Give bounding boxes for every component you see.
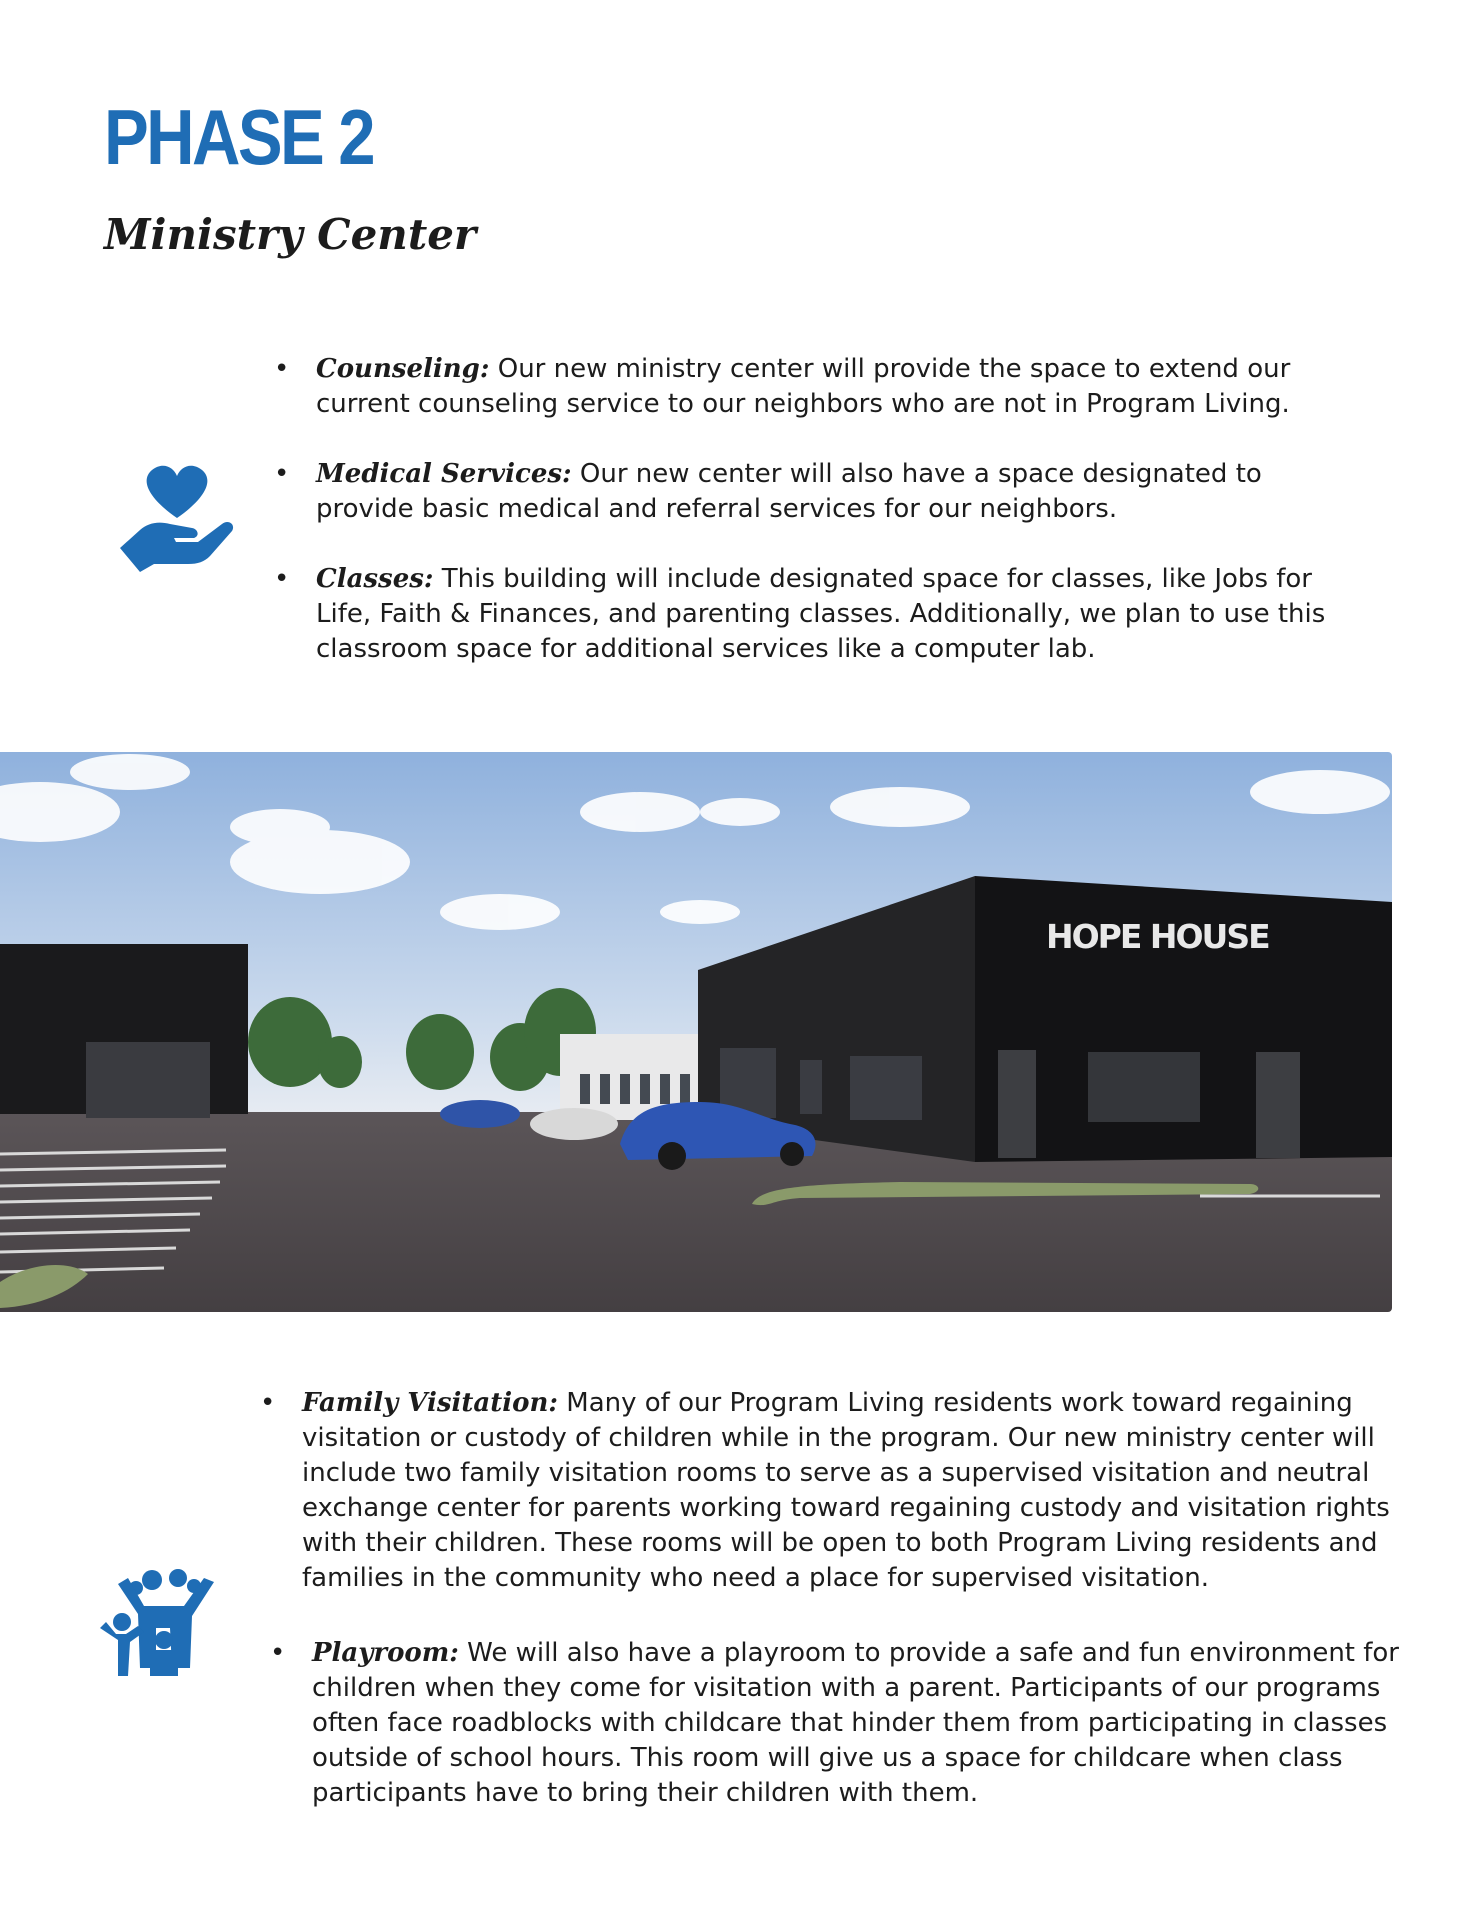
service-description: Our new ministry center will provide the space to extend our current counseling service to our neighbors who are not in Program Living. [316, 354, 1291, 419]
list-item-counseling [316, 352, 1356, 422]
page-subtitle: Ministry Center [104, 210, 477, 259]
service-term: Medical Services: [316, 459, 572, 489]
service-description: We will also have a playroom to provide a safe and fun environment for children when they come for visitation with a parent. Participants of our programs often face roadblocks with childcare that hinder them from participating in classes outside of school hours. This room will give us a space for childcare when class participants have to bring their children with them. [312, 1638, 1400, 1808]
list-item-family-visitation [302, 1386, 1412, 1596]
list-item-playroom [312, 1636, 1422, 1811]
service-description: Many of our Program Living residents work toward regaining visitation or custody of children while in the program. Our new ministry center will include two family visitation rooms to serve as a supervised visitation and neutral exchange center for parents working toward regaining custody and visitation rights with their children. These rooms will be open to both Program Living residents and families in the community who need a place for supervised visitation. [302, 1388, 1390, 1593]
service-term: Counseling: [316, 354, 490, 384]
service-term: Classes: [316, 564, 434, 594]
service-description: This building will include designated space for classes, like Jobs for Life, Faith & Finances, and parenting classes. Additionally, we plan to use this classroom space for additional services like a computer lab. [316, 564, 1326, 664]
family-group-icon [98, 1568, 232, 1680]
services-list-bottom-2 [312, 1636, 1422, 1811]
list-item-medical [316, 457, 1356, 527]
heart-in-hand-icon [118, 460, 236, 572]
service-description: Our new center will also have a space designated to provide basic medical and referral services for our neighbors. [316, 459, 1262, 524]
services-list-bottom [302, 1386, 1412, 1596]
service-term: Family Visitation: [302, 1388, 559, 1418]
services-list-top [316, 352, 1356, 702]
page-title: PHASE 2 [104, 93, 374, 181]
building-rendering-image [0, 752, 1392, 1312]
service-term: Playroom: [312, 1638, 459, 1668]
building-sign: HOPE HOUSE [1046, 917, 1269, 956]
list-item-classes [316, 562, 1356, 667]
